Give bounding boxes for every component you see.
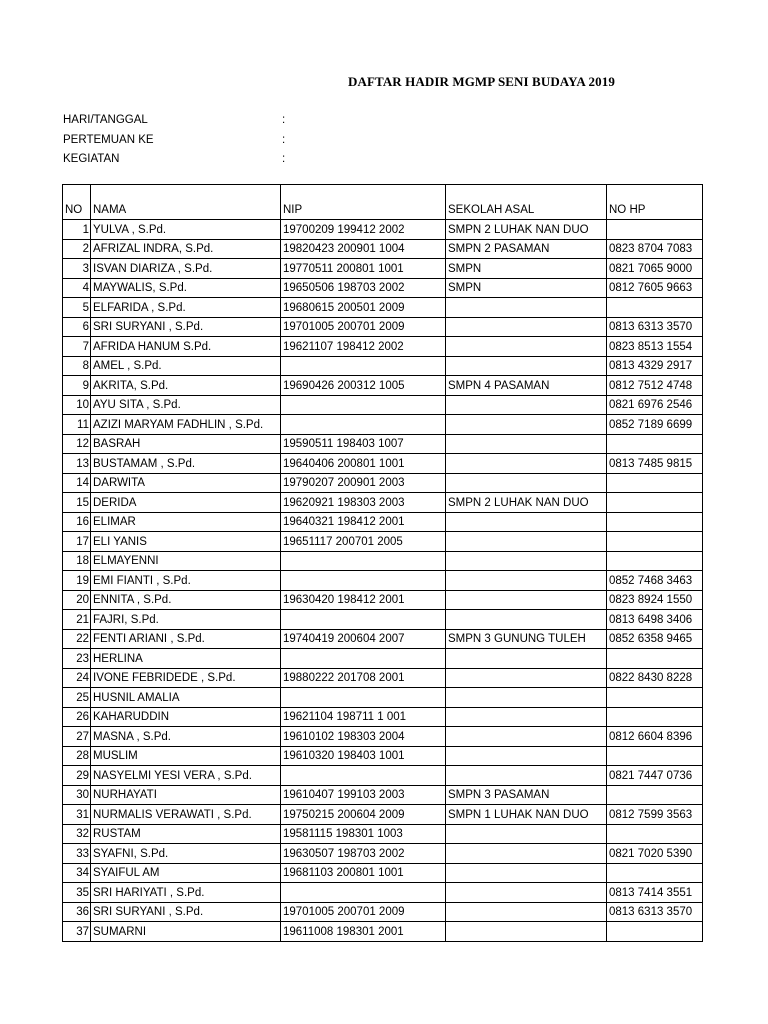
cell-name: SRI HARIYATI , S.Pd. — [91, 883, 281, 903]
cell-name: HERLINA — [91, 649, 281, 669]
cell-no: 11 — [63, 415, 91, 435]
cell-no: 28 — [63, 746, 91, 766]
info-label-date: HARI/TANGGAL — [63, 114, 148, 126]
table-row — [63, 454, 703, 474]
cell-nip: 19621107 198412 2002 — [281, 337, 446, 357]
table-row — [63, 727, 703, 747]
cell-school — [446, 824, 607, 844]
cell-phone: 0812 7605 9663 — [607, 278, 703, 298]
table-row — [63, 415, 703, 435]
cell-nip — [281, 649, 446, 669]
cell-phone — [607, 785, 703, 805]
cell-name: IVONE FEBRIDEDE , S.Pd. — [91, 668, 281, 688]
cell-name: RUSTAM — [91, 824, 281, 844]
table-row — [63, 298, 703, 318]
header-nip: NIP — [281, 185, 446, 220]
cell-name: SRI SURYANI , S.Pd. — [91, 902, 281, 922]
cell-phone: 0812 7512 4748 — [607, 376, 703, 396]
cell-no: 2 — [63, 239, 91, 259]
cell-nip: 19640321 198412 2001 — [281, 512, 446, 532]
cell-school — [446, 356, 607, 376]
attendance-table — [62, 184, 703, 942]
table-row — [63, 590, 703, 610]
cell-nip: 19630420 198412 2001 — [281, 590, 446, 610]
cell-name: SRI SURYANI , S.Pd. — [91, 317, 281, 337]
cell-phone: 0813 7485 9815 — [607, 454, 703, 474]
cell-school: SMPN — [446, 259, 607, 279]
cell-name: AKRITA, S.Pd. — [91, 376, 281, 396]
table-row — [63, 844, 703, 864]
cell-no: 37 — [63, 922, 91, 942]
cell-phone — [607, 493, 703, 513]
cell-name: BUSTAMAM , S.Pd. — [91, 454, 281, 474]
cell-name: NASYELMI YESI VERA , S.Pd. — [91, 766, 281, 786]
cell-school — [446, 883, 607, 903]
cell-no: 20 — [63, 590, 91, 610]
cell-no: 31 — [63, 805, 91, 825]
cell-no: 33 — [63, 844, 91, 864]
cell-nip: 19740419 200604 2007 — [281, 629, 446, 649]
cell-phone — [607, 922, 703, 942]
cell-no: 6 — [63, 317, 91, 337]
cell-nip: 19610320 198403 1001 — [281, 746, 446, 766]
cell-nip: 19701005 200701 2009 — [281, 317, 446, 337]
table-row — [63, 317, 703, 337]
cell-name: AMEL , S.Pd. — [91, 356, 281, 376]
cell-phone: 0821 7065 9000 — [607, 259, 703, 279]
cell-no: 1 — [63, 220, 91, 240]
cell-school: SMPN 2 PASAMAN — [446, 239, 607, 259]
header-phone: NO HP — [607, 185, 703, 220]
table-row — [63, 824, 703, 844]
cell-nip: 19611008 198301 2001 — [281, 922, 446, 942]
cell-nip: 19640406 200801 1001 — [281, 454, 446, 474]
cell-nip — [281, 688, 446, 708]
cell-name: FAJRI, S.Pd. — [91, 610, 281, 630]
cell-phone — [607, 551, 703, 571]
cell-name: SYAFNI, S.Pd. — [91, 844, 281, 864]
cell-no: 18 — [63, 551, 91, 571]
cell-name: ELI YANIS — [91, 532, 281, 552]
cell-school — [446, 473, 607, 493]
cell-no: 4 — [63, 278, 91, 298]
cell-nip: 19880222 201708 2001 — [281, 668, 446, 688]
cell-phone: 0813 7414 3551 — [607, 883, 703, 903]
info-row-meeting — [63, 131, 286, 151]
cell-nip: 19590511 198403 1007 — [281, 434, 446, 454]
info-row-activity — [63, 150, 286, 170]
cell-name: NURMALIS VERAWATI , S.Pd. — [91, 805, 281, 825]
table-row — [63, 571, 703, 591]
cell-phone: 0822 8430 8228 — [607, 668, 703, 688]
cell-school — [446, 434, 607, 454]
cell-school: SMPN 2 LUHAK NAN DUO — [446, 493, 607, 513]
cell-phone: 0813 4329 2917 — [607, 356, 703, 376]
cell-phone: 0821 6976 2546 — [607, 395, 703, 415]
cell-no: 19 — [63, 571, 91, 591]
cell-no: 34 — [63, 863, 91, 883]
table-row — [63, 532, 703, 552]
cell-name: SYAIFUL AM — [91, 863, 281, 883]
cell-school: SMPN 4 PASAMAN — [446, 376, 607, 396]
table-row — [63, 493, 703, 513]
cell-name: ISVAN DIARIZA , S.Pd. — [91, 259, 281, 279]
cell-name: AYU SITA , S.Pd. — [91, 395, 281, 415]
table-row — [63, 551, 703, 571]
cell-phone — [607, 512, 703, 532]
cell-name: AFRIZAL INDRA, S.Pd. — [91, 239, 281, 259]
table-row — [63, 707, 703, 727]
cell-name: NURHAYATI — [91, 785, 281, 805]
table-row — [63, 220, 703, 240]
cell-no: 13 — [63, 454, 91, 474]
table-row — [63, 356, 703, 376]
table-body — [63, 220, 703, 942]
cell-school — [446, 746, 607, 766]
cell-nip: 19621104 198711 1 001 — [281, 707, 446, 727]
table-row — [63, 376, 703, 396]
cell-no: 3 — [63, 259, 91, 279]
cell-no: 27 — [63, 727, 91, 747]
table-row — [63, 434, 703, 454]
cell-nip: 19610407 199103 2003 — [281, 785, 446, 805]
table-row — [63, 668, 703, 688]
table-row — [63, 473, 703, 493]
cell-nip: 19620921 198303 2003 — [281, 493, 446, 513]
cell-phone: 0852 6358 9465 — [607, 629, 703, 649]
table-row — [63, 883, 703, 903]
info-colon: : — [282, 114, 286, 126]
cell-no: 36 — [63, 902, 91, 922]
cell-no: 17 — [63, 532, 91, 552]
cell-school — [446, 766, 607, 786]
cell-school — [446, 649, 607, 669]
table-row — [63, 688, 703, 708]
cell-name: BASRAH — [91, 434, 281, 454]
cell-phone — [607, 688, 703, 708]
table-row — [63, 610, 703, 630]
cell-school — [446, 590, 607, 610]
cell-school — [446, 688, 607, 708]
cell-nip: 19680615 200501 2009 — [281, 298, 446, 318]
cell-school — [446, 512, 607, 532]
cell-phone — [607, 473, 703, 493]
cell-school — [446, 863, 607, 883]
cell-phone — [607, 220, 703, 240]
cell-name: DARWITA — [91, 473, 281, 493]
cell-school — [446, 532, 607, 552]
cell-no: 16 — [63, 512, 91, 532]
cell-nip: 19750215 200604 2009 — [281, 805, 446, 825]
cell-nip — [281, 766, 446, 786]
cell-name: EMI FIANTI , S.Pd. — [91, 571, 281, 591]
table-row — [63, 902, 703, 922]
cell-no: 10 — [63, 395, 91, 415]
cell-nip: 19700209 199412 2002 — [281, 220, 446, 240]
cell-school — [446, 571, 607, 591]
cell-school: SMPN 2 LUHAK NAN DUO — [446, 220, 607, 240]
cell-school — [446, 668, 607, 688]
cell-nip: 19581115 198301 1003 — [281, 824, 446, 844]
cell-nip: 19651117 200701 2005 — [281, 532, 446, 552]
cell-phone — [607, 298, 703, 318]
cell-school — [446, 395, 607, 415]
cell-no: 21 — [63, 610, 91, 630]
cell-nip — [281, 415, 446, 435]
table-row — [63, 649, 703, 669]
cell-no: 29 — [63, 766, 91, 786]
cell-school: SMPN 1 LUHAK NAN DUO — [446, 805, 607, 825]
cell-phone: 0821 7447 0736 — [607, 766, 703, 786]
cell-name: MUSLIM — [91, 746, 281, 766]
cell-no: 12 — [63, 434, 91, 454]
info-label-meeting: PERTEMUAN KE — [63, 133, 154, 146]
table-row — [63, 805, 703, 825]
document-title: DAFTAR HADIR MGMP SENI BUDAYA 2019 — [348, 74, 615, 89]
cell-school — [446, 298, 607, 318]
cell-phone: 0823 8513 1554 — [607, 337, 703, 357]
cell-phone: 0852 7468 3463 — [607, 571, 703, 591]
cell-name: KAHARUDDIN — [91, 707, 281, 727]
cell-nip — [281, 356, 446, 376]
cell-nip: 19630507 198703 2002 — [281, 844, 446, 864]
cell-no: 22 — [63, 629, 91, 649]
cell-phone: 0813 6313 3570 — [607, 317, 703, 337]
cell-phone: 0812 6604 8396 — [607, 727, 703, 747]
cell-nip — [281, 395, 446, 415]
cell-nip: 19790207 200901 2003 — [281, 473, 446, 493]
cell-no: 24 — [63, 668, 91, 688]
cell-phone: 0823 8704 7083 — [607, 239, 703, 259]
cell-nip — [281, 883, 446, 903]
table-row — [63, 337, 703, 357]
cell-school — [446, 727, 607, 747]
cell-name: FENTI ARIANI , S.Pd. — [91, 629, 281, 649]
cell-name: ELIMAR — [91, 512, 281, 532]
cell-school: SMPN 3 GUNUNG TULEH — [446, 629, 607, 649]
cell-nip — [281, 551, 446, 571]
info-colon: : — [282, 153, 286, 165]
header-name: NAMA — [91, 185, 281, 220]
cell-school — [446, 317, 607, 337]
cell-phone — [607, 824, 703, 844]
table-row — [63, 259, 703, 279]
cell-school: SMPN — [446, 278, 607, 298]
cell-no: 5 — [63, 298, 91, 318]
cell-phone — [607, 532, 703, 552]
cell-phone — [607, 707, 703, 727]
table-row — [63, 746, 703, 766]
cell-school — [446, 415, 607, 435]
cell-school — [446, 610, 607, 630]
cell-name: AFRIDA HANUM S.Pd. — [91, 337, 281, 357]
cell-school — [446, 707, 607, 727]
cell-no: 14 — [63, 473, 91, 493]
header-school: SEKOLAH ASAL — [446, 185, 607, 220]
cell-no: 26 — [63, 707, 91, 727]
table-row — [63, 395, 703, 415]
cell-phone: 0813 6498 3406 — [607, 610, 703, 630]
cell-school — [446, 454, 607, 474]
cell-nip: 19690426 200312 1005 — [281, 376, 446, 396]
cell-school — [446, 922, 607, 942]
cell-nip: 19701005 200701 2009 — [281, 902, 446, 922]
cell-school — [446, 337, 607, 357]
cell-name: YULVA , S.Pd. — [91, 220, 281, 240]
cell-name: HUSNIL AMALIA — [91, 688, 281, 708]
cell-phone: 0813 6313 3570 — [607, 902, 703, 922]
info-label-activity: KEGIATAN — [63, 153, 120, 165]
table-header-row — [63, 185, 703, 220]
cell-no: 15 — [63, 493, 91, 513]
cell-phone: 0852 7189 6699 — [607, 415, 703, 435]
cell-nip: 19770511 200801 1001 — [281, 259, 446, 279]
info-colon: : — [282, 133, 286, 146]
cell-no: 32 — [63, 824, 91, 844]
table-row — [63, 785, 703, 805]
cell-nip — [281, 610, 446, 630]
cell-name: ELMAYENNI — [91, 551, 281, 571]
cell-phone — [607, 746, 703, 766]
cell-name: AZIZI MARYAM FADHLIN , S.Pd. — [91, 415, 281, 435]
table-row — [63, 278, 703, 298]
cell-no: 23 — [63, 649, 91, 669]
cell-name: ELFARIDA , S.Pd. — [91, 298, 281, 318]
cell-school — [446, 551, 607, 571]
cell-phone — [607, 863, 703, 883]
cell-no: 35 — [63, 883, 91, 903]
cell-no: 30 — [63, 785, 91, 805]
cell-nip: 19650506 198703 2002 — [281, 278, 446, 298]
table-row — [63, 239, 703, 259]
cell-no: 8 — [63, 356, 91, 376]
cell-no: 25 — [63, 688, 91, 708]
cell-school: SMPN 3 PASAMAN — [446, 785, 607, 805]
table-row — [63, 863, 703, 883]
cell-nip: 19820423 200901 1004 — [281, 239, 446, 259]
cell-name: ENNITA , S.Pd. — [91, 590, 281, 610]
cell-name: MASNA , S.Pd. — [91, 727, 281, 747]
cell-name: SUMARNI — [91, 922, 281, 942]
cell-nip: 19681103 200801 1001 — [281, 863, 446, 883]
cell-no: 9 — [63, 376, 91, 396]
table-row — [63, 512, 703, 532]
cell-phone — [607, 434, 703, 454]
cell-nip — [281, 571, 446, 591]
table-row — [63, 922, 703, 942]
cell-no: 7 — [63, 337, 91, 357]
cell-phone: 0821 7020 5390 — [607, 844, 703, 864]
cell-phone: 0812 7599 3563 — [607, 805, 703, 825]
table-row — [63, 766, 703, 786]
cell-name: DERIDA — [91, 493, 281, 513]
cell-school — [446, 844, 607, 864]
table-row — [63, 629, 703, 649]
cell-school — [446, 902, 607, 922]
info-row-date — [63, 111, 286, 131]
cell-phone — [607, 649, 703, 669]
cell-nip: 19610102 198303 2004 — [281, 727, 446, 747]
info-section — [63, 111, 286, 170]
header-no: NO — [63, 185, 91, 220]
cell-name: MAYWALIS, S.Pd. — [91, 278, 281, 298]
cell-phone: 0823 8924 1550 — [607, 590, 703, 610]
